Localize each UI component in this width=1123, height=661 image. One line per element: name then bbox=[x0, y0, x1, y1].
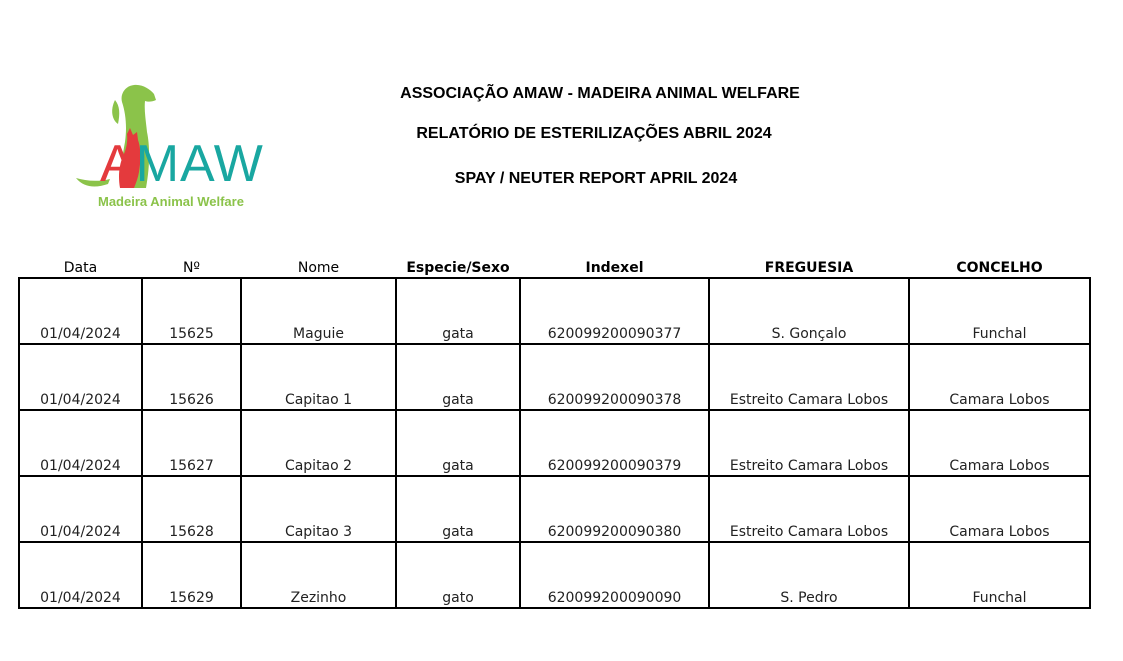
report-subtitle-pt: RELATÓRIO DE ESTERILIZAÇÕES ABRIL 2024 bbox=[416, 125, 772, 142]
table-row bbox=[19, 410, 1090, 476]
cell-concelho: Camara Lobos bbox=[909, 410, 1090, 476]
cell-nome: Zezinho bbox=[241, 542, 396, 608]
cell-freguesia: Estreito Camara Lobos bbox=[709, 476, 909, 542]
column-header-nome: Nome bbox=[241, 254, 396, 278]
cell-numero: 15626 bbox=[142, 344, 241, 410]
cell-numero: 15629 bbox=[142, 542, 241, 608]
cell-numero: 15627 bbox=[142, 410, 241, 476]
column-header-especie-sexo: Especie/Sexo bbox=[396, 254, 520, 278]
column-header-indexel: Indexel bbox=[520, 254, 709, 278]
cell-freguesia: Estreito Camara Lobos bbox=[709, 344, 909, 410]
cell-nome: Capitao 1 bbox=[241, 344, 396, 410]
cell-nome: Maguie bbox=[241, 278, 396, 344]
cell-freguesia: S. Pedro bbox=[709, 542, 909, 608]
cell-indexel: 620099200090378 bbox=[520, 344, 709, 410]
report-title: ASSOCIAÇÃO AMAW - MADEIRA ANIMAL WELFARE bbox=[400, 85, 800, 102]
cell-numero: 15628 bbox=[142, 476, 241, 542]
cell-indexel: 620099200090090 bbox=[520, 542, 709, 608]
cell-freguesia: Estreito Camara Lobos bbox=[709, 410, 909, 476]
cell-especie-sexo: gata bbox=[396, 476, 520, 542]
column-header-data: Data bbox=[19, 254, 142, 278]
column-header-numero: Nº bbox=[142, 254, 241, 278]
amaw-logo bbox=[70, 80, 264, 215]
logo-tagline: Madeira Animal Welfare bbox=[98, 194, 244, 209]
logo-wordmark bbox=[100, 135, 264, 193]
table-row bbox=[19, 542, 1090, 608]
cell-especie-sexo: gata bbox=[396, 344, 520, 410]
cell-especie-sexo: gata bbox=[396, 278, 520, 344]
cell-concelho: Camara Lobos bbox=[909, 476, 1090, 542]
table-row bbox=[19, 344, 1090, 410]
column-header-freguesia: FREGUESIA bbox=[709, 254, 909, 278]
table-header-row bbox=[19, 254, 1090, 278]
cell-indexel: 620099200090377 bbox=[520, 278, 709, 344]
cell-indexel: 620099200090379 bbox=[520, 410, 709, 476]
cell-data: 01/04/2024 bbox=[19, 476, 142, 542]
cell-concelho: Funchal bbox=[909, 278, 1090, 344]
cell-data: 01/04/2024 bbox=[19, 278, 142, 344]
table-row bbox=[19, 476, 1090, 542]
table-row bbox=[19, 278, 1090, 344]
cell-especie-sexo: gato bbox=[396, 542, 520, 608]
cell-concelho: Camara Lobos bbox=[909, 344, 1090, 410]
sterilization-table bbox=[18, 254, 1091, 609]
cell-nome: Capitao 2 bbox=[241, 410, 396, 476]
cell-data: 01/04/2024 bbox=[19, 410, 142, 476]
cell-freguesia: S. Gonçalo bbox=[709, 278, 909, 344]
column-header-concelho: CONCELHO bbox=[909, 254, 1090, 278]
logo-letter-a: A bbox=[100, 135, 136, 193]
cell-numero: 15625 bbox=[142, 278, 241, 344]
cell-concelho: Funchal bbox=[909, 542, 1090, 608]
cell-indexel: 620099200090380 bbox=[520, 476, 709, 542]
logo-letters-maw: MAW bbox=[135, 135, 264, 193]
cell-data: 01/04/2024 bbox=[19, 344, 142, 410]
report-subtitle-en: SPAY / NEUTER REPORT APRIL 2024 bbox=[454, 170, 738, 187]
cell-especie-sexo: gata bbox=[396, 410, 520, 476]
cell-data: 01/04/2024 bbox=[19, 542, 142, 608]
cell-nome: Capitao 3 bbox=[241, 476, 396, 542]
